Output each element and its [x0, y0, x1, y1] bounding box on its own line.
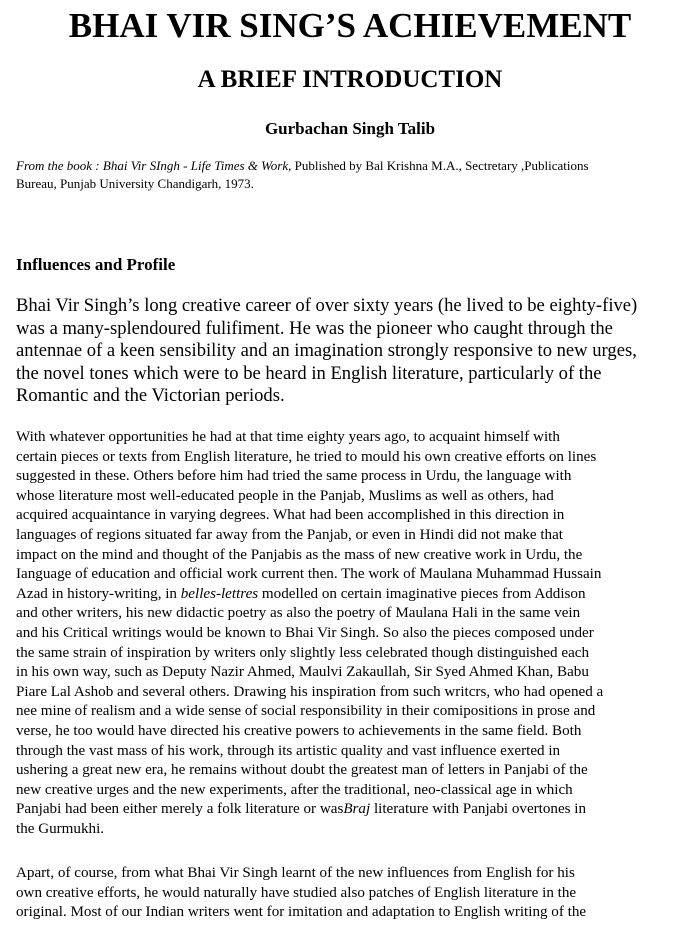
body-line: impact on the mind and thought of the Panjabis as the mass of new creative work in Urdu, the [16, 546, 583, 563]
document-title: BHAI VIR SING’S ACHIEVEMENT [68, 6, 632, 45]
lead-line: antennae of a keen sensibility and an imagination strongly responsive to new urges, [16, 340, 637, 362]
body-line [16, 800, 688, 820]
lead-paragraph [16, 295, 686, 408]
body-line: new creative urges and the new experiments, after the traditional, neo-classical age in which [16, 781, 573, 798]
lead-line: was a many-splendoured fulifiment. He was the pioneer who caught through the [16, 317, 613, 339]
lead-line: Romantic and the Victorian periods. [16, 385, 285, 407]
lead-line: Bhai Vir Singh’s long creative career of over sixty years (he lived to be eighty-five) [16, 295, 638, 316]
source-line-2: Bureau, Punjab University Chandigarh, 1973. [16, 175, 254, 191]
body-line: and other writers, his new didactic poetry as also the poetry of Maulana Hali in the same vein [16, 605, 581, 622]
body-line: Apart, of course, from what Bhai Vir Singh learnt of the new influences from English for his [16, 865, 575, 881]
body-line: whose literature most well-educated people in the Panjab, Muslims as well as others, had [16, 487, 554, 504]
body-line: verse, he too would have directed his creative powers to achievements in the same field. Both [16, 722, 582, 739]
body-line: the Gurmukhi. [16, 820, 105, 837]
body-line: Piare Lal Ashob and several others. Drawing his inspiration from such writcrs, who had opened a [16, 683, 604, 700]
section-heading: Influences and Profile [16, 255, 176, 274]
source-book-title: From the book : Bhai Vir SIngh - Life Times & Work, [16, 158, 292, 173]
body-text: Azad in history-writing, in [16, 585, 181, 602]
document-subtitle: A BRIEF INTRODUCTION [197, 66, 503, 93]
body-line: languages of regions situated far away from the Panjab, or even in Hindi did not make that [16, 526, 563, 543]
body-line [16, 585, 688, 605]
body-paragraph-1 [16, 428, 688, 839]
body-text: modelled on certain imaginative pieces from Addison [258, 585, 586, 602]
emphasis-belles-lettres: belles-lettres [180, 585, 259, 602]
body-line: own creative efforts, he would naturally have studied also patches of English literature in the [16, 884, 577, 901]
lead-line: the novel tones which were to be heard in English literature, particularly of the [16, 362, 602, 384]
body-line: nee mine of realism and a wide sense of social responsibility in their comipositions in prose and [16, 703, 596, 720]
body-line: acquired acquaintance in varying degrees. What had been accomplished in this direction in [16, 507, 565, 524]
author-name: Gurbachan Singh Talib [264, 119, 436, 138]
body-line: suggested in these. Others before him had tried the same process in Urdu, the language with [16, 468, 572, 485]
body-text: Panjabi had been either merely a folk literature or was [16, 801, 344, 818]
body-line: through the vast mass of his work, through its artistic quality and vast influence exerted in [16, 742, 561, 759]
body-paragraph-2 [16, 864, 688, 923]
body-line: original. Most of our Indian writers went for imitation and adaptation to English writing of the [16, 904, 587, 921]
body-line: the same strain of inspiration by writers only slightly less celebrated though distinguished each [16, 644, 590, 661]
body-line: and his Critical writings would be known to Bhai Vir Singh. So also the pieces composed under [16, 624, 594, 641]
source-line-1 [16, 157, 686, 175]
source-publisher: Published by Bal Krishna M.A., Sectretary ,Publications [291, 158, 589, 173]
body-line: certain pieces or texts from English literature, he tried to mould his own creative efforts on lines [16, 448, 597, 465]
body-line: in his own way, such as Deputy Nazir Ahmed, Maulvi Zakaullah, Sir Syed Ahmed Khan, Babu [16, 664, 589, 681]
body-line: With whatever opportunities he had at that time eighty years ago, to acquaint himself with [16, 429, 560, 445]
source-citation [16, 157, 686, 192]
body-text: literature with Panjabi overtones in [370, 801, 587, 818]
emphasis-braj: Braj [343, 801, 371, 818]
body-line: Ianguage of education and official work current then. The work of Maulana Muhammad Hussain [16, 566, 602, 583]
body-line: ushering a great new era, he remains without doubt the greatest man of letters in Panjabi of the [16, 762, 588, 779]
